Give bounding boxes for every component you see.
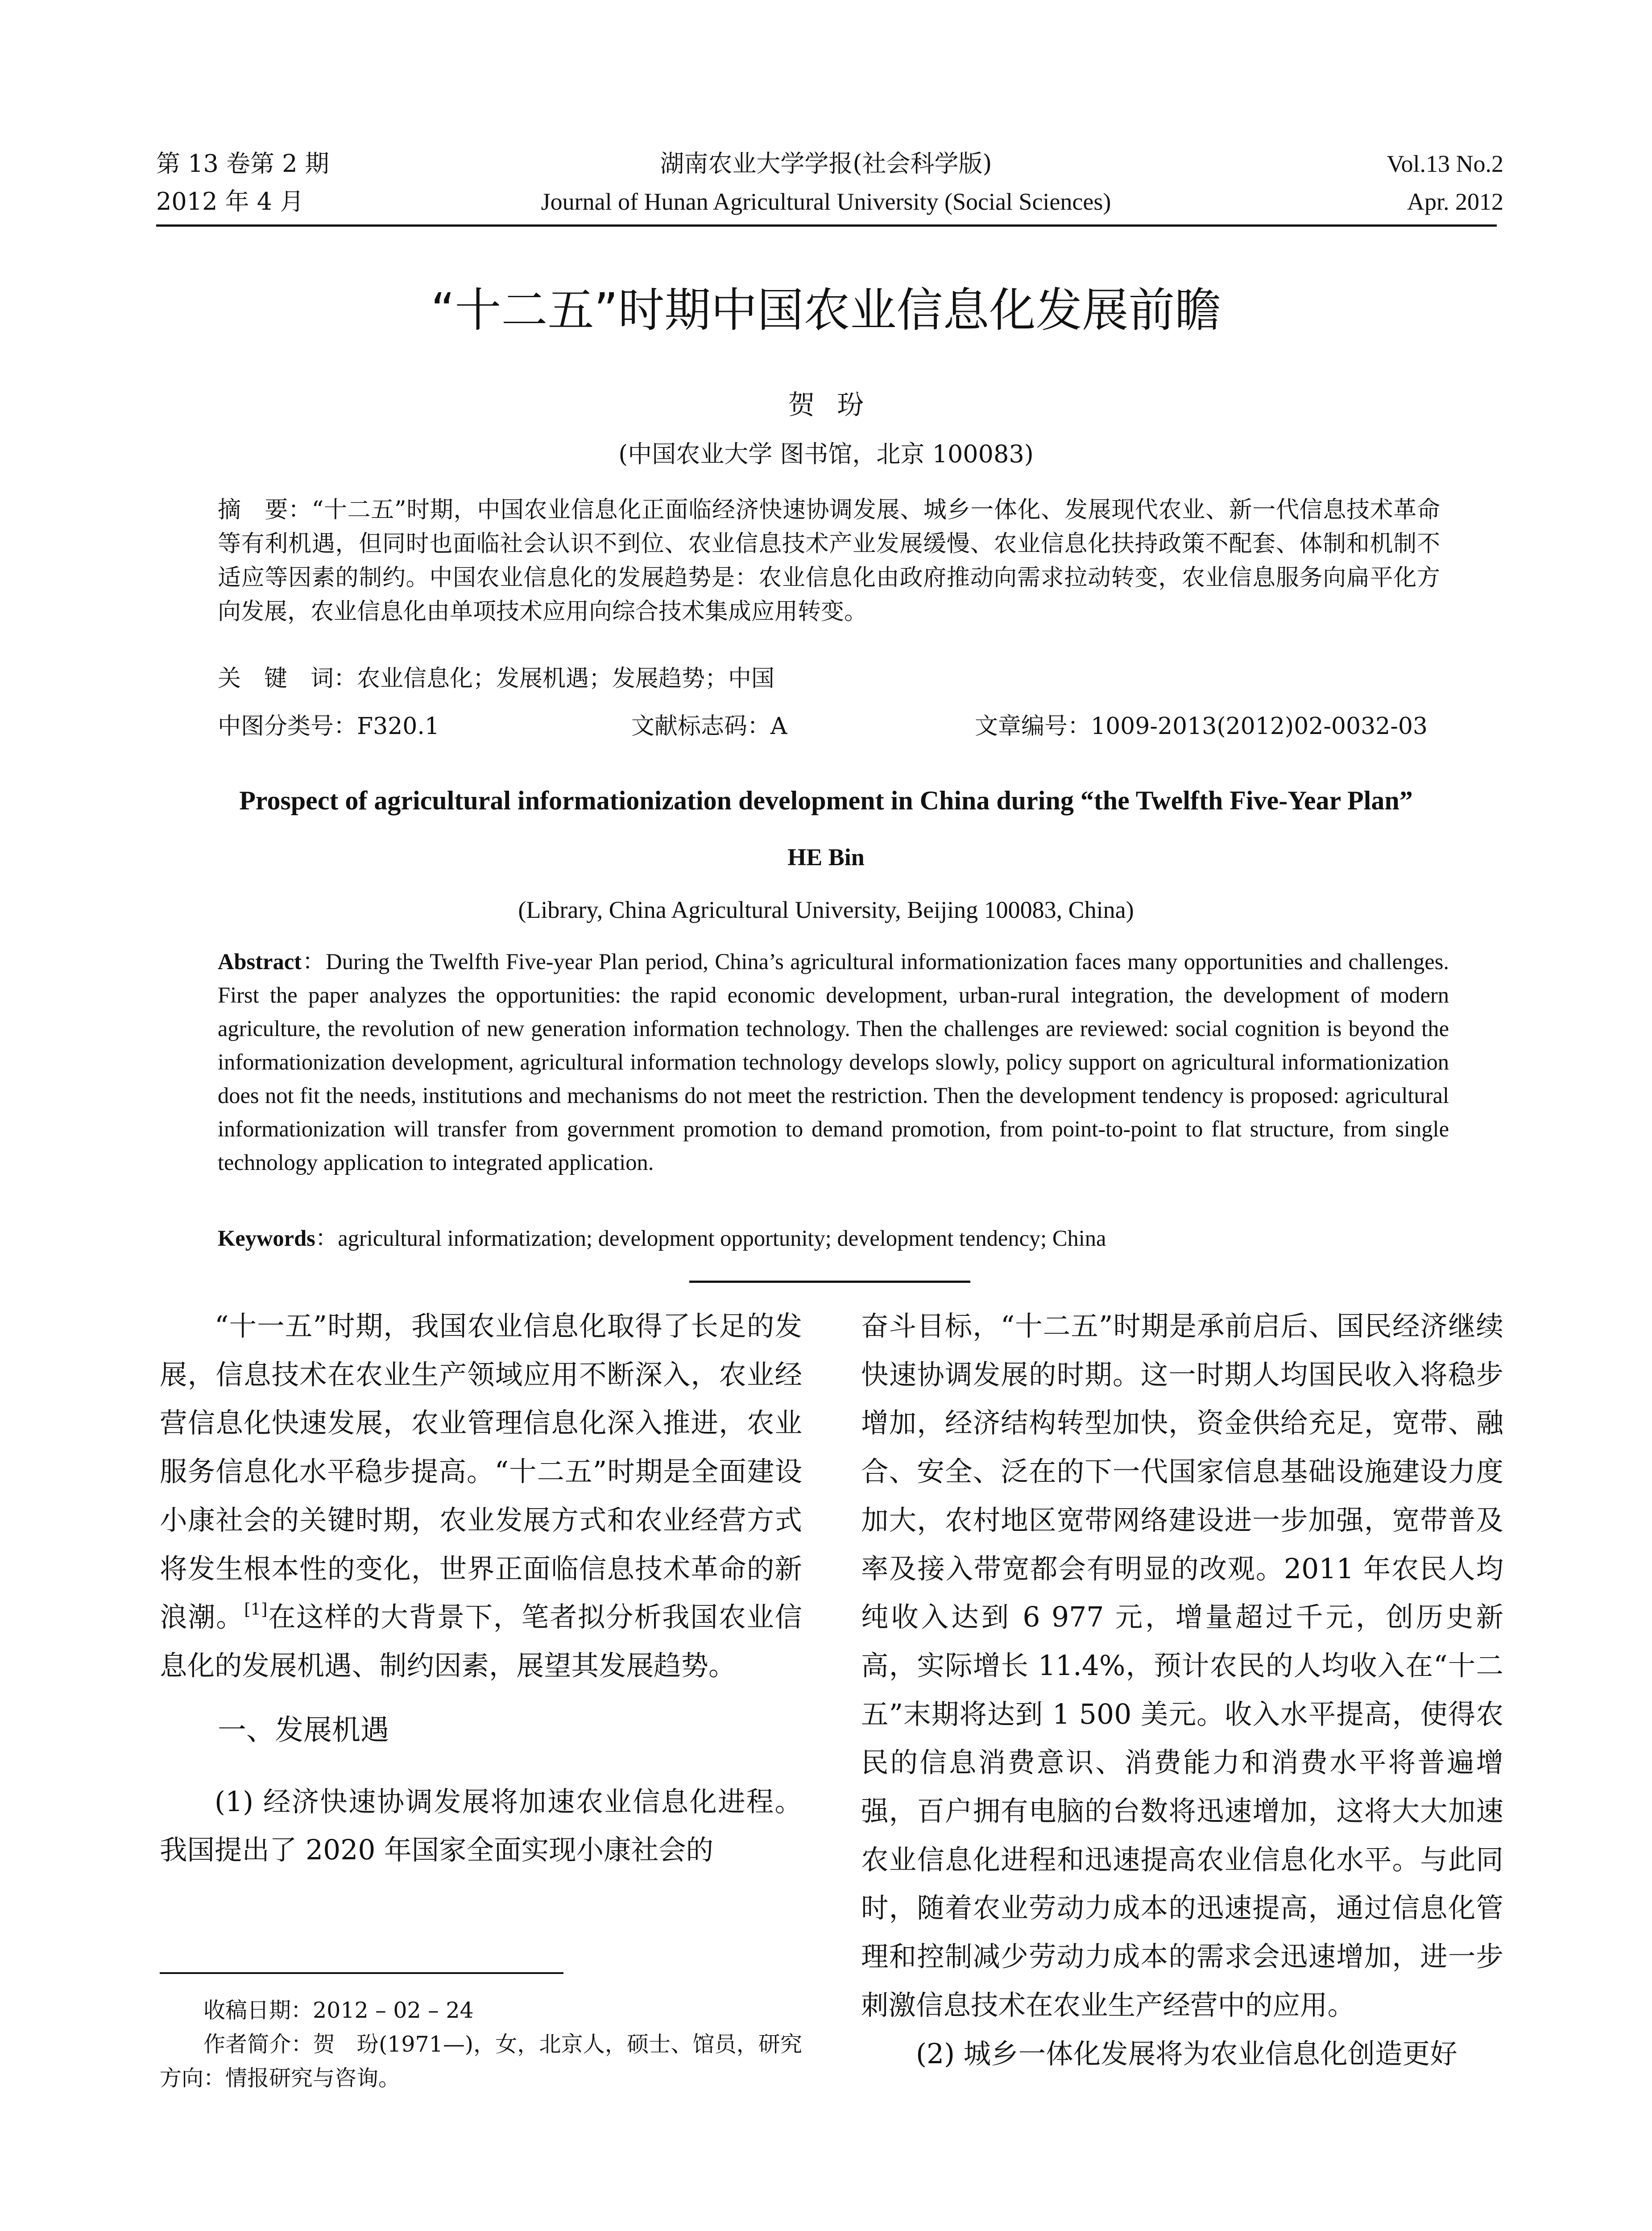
body-column-left bbox=[160, 1302, 802, 1874]
journal-name-en: Journal of Hunan Agricultural University (Social Sciences) bbox=[541, 188, 1111, 215]
document-code-label: 文献标志码： bbox=[631, 713, 771, 740]
intro-text-1: “十一五”时期，我国农业信息化取得了长足的发展，信息技术在农业生产领域应用不断深入，农业经营信息化快速发展，农业管理信息化深入推进，农业服务信息化水平稳步提高。“十二五”时期是全面建设小康社会的关键时期，农业发展方式和农业经营方式将发生根本性的变化，世界正面临信息技术革命的新浪潮。 bbox=[160, 1310, 802, 1634]
footnote bbox=[160, 1994, 802, 2095]
paragraph-1-right: 奋斗目标，“十二五”时期是承前启后、国民经济继续快速协调发展的时期。这一时期人均国民收入将稳步增加，经济结构转型加快，资金供给充足，宽带、融合、安全、泛在的下一代国家信息基础设施建设力度加大，农村地区宽带网络建设进一步加强，宽带普及率及接入带宽都会有明显的改观。2011 年农民人均纯收入达到 6 977 元，增量超过千元，创历史新高，实际增长 11.4%，预计农民的人均收入在“十二五”末期将达到 1 500 美元。收入水平提高，使得农民的信息消费意识、消费能力和消费水平将普遍增强，百户拥有电脑的台数将迅速增加，这将大大加速农业信息化进程和迅速提高农业信息化水平。与此同时，随着农业劳动力成本的迅速提高，通过信息化管理和控制减少劳动力成本的需求会迅速增加，进一步刺激信息技术在农业生产经营中的应用。 bbox=[861, 1310, 1503, 2021]
paper-title-en: Prospect of agricultural informationization development in China during “the Twelfth Five-Year Plan” bbox=[239, 786, 1413, 815]
abstract-cn bbox=[218, 493, 1440, 629]
abstract-cn-text: “十二五”时期，中国农业信息化正面临经济快速协调发展、城乡一体化、发展现代农业、新一代信息技术革命等有利机遇，但同时也面临社会认识不到位、农业信息技术产业发展缓慢、农业信息化扶持政策不配套、体制和机制不适应等因素的制约。中国农业信息化的发展趋势是：农业信息化由政府推动向需求拉动转变，农业信息服务向扁平化方向发展，农业信息化由单项技术应用向综合技术集成应用转变。 bbox=[218, 497, 1440, 625]
keywords-cn-text: 农业信息化；发展机遇；发展趋势；中国 bbox=[357, 665, 775, 692]
section-heading: 一、发展机遇 bbox=[218, 1713, 389, 1747]
document-code bbox=[631, 707, 787, 741]
article-number-label: 文章编号： bbox=[975, 713, 1091, 740]
received-date-label: 收稿日期： bbox=[203, 1998, 313, 2023]
keywords-en-label: Keywords bbox=[218, 1226, 315, 1251]
volume-issue-cn: 第 13 卷第 2 期 bbox=[156, 149, 329, 178]
article-number-value: 1009-2013(2012)02-0032-03 bbox=[1091, 713, 1428, 740]
journal-name-cn: 湖南农业大学学报(社会科学版) bbox=[660, 149, 992, 178]
paper-title-cn: “十二五”时期中国农业信息化发展前瞻 bbox=[431, 283, 1221, 337]
footnote-rule bbox=[160, 1972, 563, 1974]
abstract-cn-label: 摘 要： bbox=[218, 497, 312, 523]
affiliation-en: (Library, China Agricultural University, Beijing 100083, China) bbox=[518, 896, 1134, 923]
citation-ref: [1] bbox=[244, 1600, 268, 1619]
author-bio-value: 贺 玢(1971—)，女，北京人，硕士、馆员，研究方向：情报研究与咨询。 bbox=[160, 2032, 802, 2091]
received-date bbox=[160, 1994, 802, 2028]
keywords-cn-label: 关 键 词： bbox=[218, 665, 357, 692]
date-cn: 2012 年 4 月 bbox=[156, 187, 304, 216]
keywords-en bbox=[218, 1220, 1449, 1252]
abstract-en-text: During the Twelfth Five-year Plan period, China’s agricultural informationization faces many opportunities and challenges. First the paper analyzes the opportunities: the rapid economic development, urban-rural integration, the development of modern agriculture, the revolution of new generation information technology. Then the challenges are reviewed: social cognition is beyond the informationization development, agricultural information technology develops slowly, policy support on agricultural informationization does not fit the needs, institutions and mechanisms do not meet the restriction. Then the development tendency is proposed: agricultural informationization will transfer from government promotion to demand promotion, from point-to-point to flat structure, from single technology application to integrated application. bbox=[218, 949, 1449, 1175]
article-number bbox=[975, 707, 1428, 741]
received-date-value: 2012 – 02 – 24 bbox=[313, 1998, 474, 2023]
author-bio-label: 作者简介： bbox=[203, 2032, 313, 2057]
document-code-value: A bbox=[770, 713, 787, 740]
body-column-right bbox=[861, 1302, 1503, 2078]
keywords-en-colon: ： bbox=[315, 1226, 338, 1251]
date-en: Apr. 2012 bbox=[1407, 188, 1503, 215]
clc-label: 中图分类号： bbox=[218, 713, 357, 740]
affiliation-cn: (中国农业大学 图书馆，北京 100083) bbox=[618, 440, 1034, 468]
abstract-separator-rule bbox=[689, 1281, 970, 1283]
author-bio bbox=[160, 2028, 802, 2095]
header-rule bbox=[156, 224, 1497, 227]
paragraph-2-right: (2) 城乡一体化发展将为农业信息化创造更好 bbox=[916, 2037, 1457, 2070]
author-cn: 贺玢 bbox=[788, 390, 886, 421]
intro-text-2: 在这样的大背景下，笔者拟分析我国农业信息化的发展机遇、制约因素，展望其发展趋势。 bbox=[160, 1601, 802, 1682]
abstract-en-colon: ： bbox=[301, 949, 326, 974]
abstract-en bbox=[218, 945, 1449, 1179]
author-en: HE Bin bbox=[787, 844, 865, 871]
clc-number bbox=[218, 707, 439, 741]
clc-value: F320.1 bbox=[357, 713, 439, 740]
abstract-en-label: Abstract bbox=[218, 949, 302, 974]
paragraph-1-left: (1) 经济快速协调发展将加速农业信息化进程。我国提出了 2020 年国家全面实现小康社会的 bbox=[160, 1785, 802, 1866]
keywords-cn bbox=[218, 659, 774, 693]
keywords-en-text: agricultural informatization; development opportunity; development tendency; China bbox=[338, 1226, 1106, 1251]
volume-issue-en: Vol.13 No.2 bbox=[1387, 150, 1503, 177]
intro-paragraph bbox=[160, 1302, 802, 1690]
